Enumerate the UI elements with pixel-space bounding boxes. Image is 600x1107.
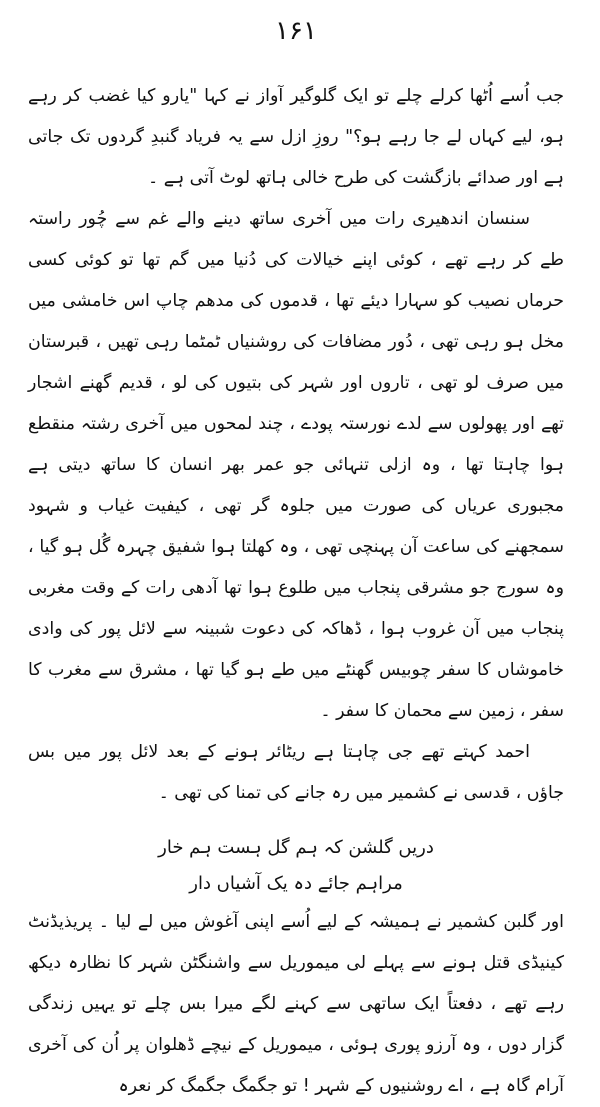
- verse-line-2: مراہم جائے دہ یک آشیاں دار: [189, 873, 403, 894]
- verse-line-1: دریں گلشن کہ ہم گل ہست ہم خار: [158, 837, 434, 858]
- paragraph-wishes: احمد کہتے تھے جی چاہتا ہے ریٹائر ہونے کے بعد لائل پور میں بس جاؤں ، قدسی نے کشمیر میں رہ جانے کی تمنا کی تھی ۔: [28, 742, 564, 803]
- paragraph-closing: اور گلبن کشمیر نے ہمیشہ کے لیے اُسے اپنی آغوش میں لے لیا ۔ پریذیڈنٹ کینیڈی قتل ہونے سے پہلے لی میموریل سے واشنگٹن شہر کا نظارہ دیکھ رہے تھے ، دفعتاً ایک ساتھی سے کہنے لگے میرا بس چلے تو یہیں زندگی گزار دوں ، وہ آرزو پوری ہوئی ، میموریل کے نیچے ڈھلوان پر اُن کی آخری آرام گاہ ہے ، اے روشنیوں کے شہر ! تو جگمگ جگمگ کر نعرہ: [28, 912, 564, 1096]
- paragraph-night-journey: سنسان اندھیری رات میں آخری ساتھ دینے والے غم سے چُور راستہ طے کر رہے تھے ، کوئی اپنے خیالات کی دُنیا میں گم تھا تو کوئی کسی حرماں نصیب کو سہارا دیئے تھا ، قدموں کی مدھم چاپ اس خامشی میں مخل ہو رہی تھی ، دُور مضافات کی روشنیاں ٹمٹما رہی تھیں ، قبرستان میں صرف لو تھی ، تاروں اور شہر کی بتیوں کی لو ، قدیم گھنے اشجار تھے اور پھولوں سے لدے نورستہ پودے ، چند لمحوں میں آخری رشتہ منقطع ہوا چاہتا تھا ، وہ ازلی تنہائی جو عمر بھر انسان کا ساتھ دیتی ہے مجبوری عریاں کی صورت میں جلوہ گر تھی ، کیفیت غیاب و شہود سمجھنے کی ساعت آن پہنچی تھی ، وہ کھلتا ہوا شفیق چہرہ گُل ہو گیا ، وہ سورج جو مشرقی پنجاب میں طلوع ہوا تھا آدھی رات کے وقت مغربی پنجاب میں آن غروب ہوا ، ڈھاکہ کی دعوت شبینہ سے لائل پور کی وادی خاموشاں کا سفر چوبیس گھنٹے میں طے ہو گیا تھا ، مشرق سے مغرب کا سفر ، زمین سے محمان کا سفر ۔: [28, 209, 564, 721]
- page-number: ۱۶۱: [275, 16, 317, 46]
- paragraph-funeral-procession: جب اُسے اُٹھا کرلے چلے تو ایک گلوگیر آواز نے کہا "یارو کیا غضب کر رہے ہو، لیے کہاں لے جا رہے ہو؟" روزِ ازل سے یہ فریاد گنبدِ گردوں تک جاتی ہے اور صدائے بازگشت کی طرح خالی ہاتھ لوٹ آتی ہے ۔: [28, 86, 564, 188]
